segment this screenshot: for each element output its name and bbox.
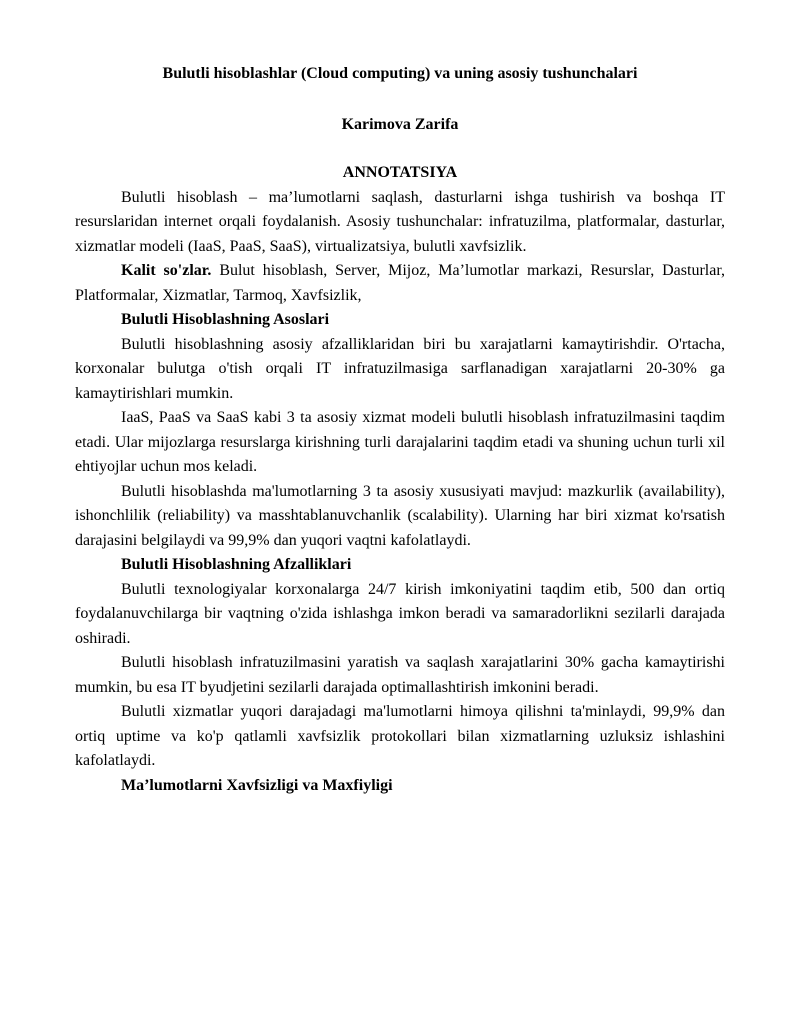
abstract-heading: ANNOTATSIYA [342,164,458,181]
keywords-paragraph [75,259,725,308]
section-paragraph: Bulutli texnologiyalar korxonalarga 24/7 kirish imkoniyatini taqdim etib, 500 dan ortiq foydalanuvchilarga bir vaqtning o'zida ishlashga imkon beradi va samaradorlikni sezilarli darajada oshiradi. [75,580,725,647]
section-paragraph: Bulutli hisoblashning asosiy afzalliklaridan biri bu xarajatlarni kamaytirishdir. O'rtacha, korxonalar bulutga o'tish orqali IT infratuzilmasiga sarflanadigan xarajatlarni 20-30% ga kamaytirishlari mumkin. [75,335,725,402]
keywords-text: Bulut hisoblash, Server, Mijoz, Ma’lumotlar markazi, Resurslar, Dasturlar, Platformalar, Xizmatlar, Tarmoq, Xavfsizlik, [75,262,726,304]
document-page [75,62,725,798]
document-title: Bulutli hisoblashlar (Cloud computing) va uning asosiy tushunchalari [162,65,638,82]
section-heading: Ma’lumotlarni Xavfsizligi va Maxfiyligi [121,776,393,794]
section-paragraph: Bulutli xizmatlar yuqori darajadagi ma'lumotlarni himoya qilishni ta'minlaydi, 99,9% dan ortiq uptime va ko'p qatlamli xavfsizlik protokollari bilan xizmatlarning uzluksiz ishlashini kafolatlaydi. [75,703,725,769]
section-paragraph: Bulutli hisoblash infratuzilmasini yaratish va saqlash xarajatlarini 30% gacha kamaytirishi mumkin, bu esa IT byudjetini sezilarli darajada optimallashtirish imkonini beradi. [75,654,725,696]
abstract-text: Bulutli hisoblash – ma’lumotlarni saqlash, dasturlarni ishga tushirish va boshqa IT resurslaridan internet orqali foydalanish. Asosiy tushunchalar: infratuzilma, platformalar, dasturlar, xizmatlar modeli (IaaS, PaaS, SaaS), virtualizatsiya, bulutli xavfsizlik. [75,188,725,255]
section-paragraph: Bulutli hisoblashda ma'lumotlarning 3 ta asosiy xususiyati mavjud: mazkurlik (availability), ishonchlilik (reliability) va masshtablanuvchanlik (scalability). Ularning har biri xizmat ko'rsatish darajasini belgilaydi va 99,9% dan yuqori vaqtni kafolatlaydi. [75,482,725,549]
keywords-label: Kalit so'zlar. [121,262,212,279]
section-paragraph: IaaS, PaaS va SaaS kabi 3 ta asosiy xizmat modeli bulutli hisoblash infratuzilmasini taqdim etadi. Ular mijozlarga resurslarga kirishning turli darajalarini taqdim etadi va shuning uchun turli xil ehtiyojlar uchun mos keladi. [75,409,725,475]
section-heading: Bulutli Hisoblashning Asoslari [121,311,330,328]
document-author: Karimova Zarifa [341,115,459,133]
section-heading: Bulutli Hisoblashning Afzalliklari [121,556,352,573]
